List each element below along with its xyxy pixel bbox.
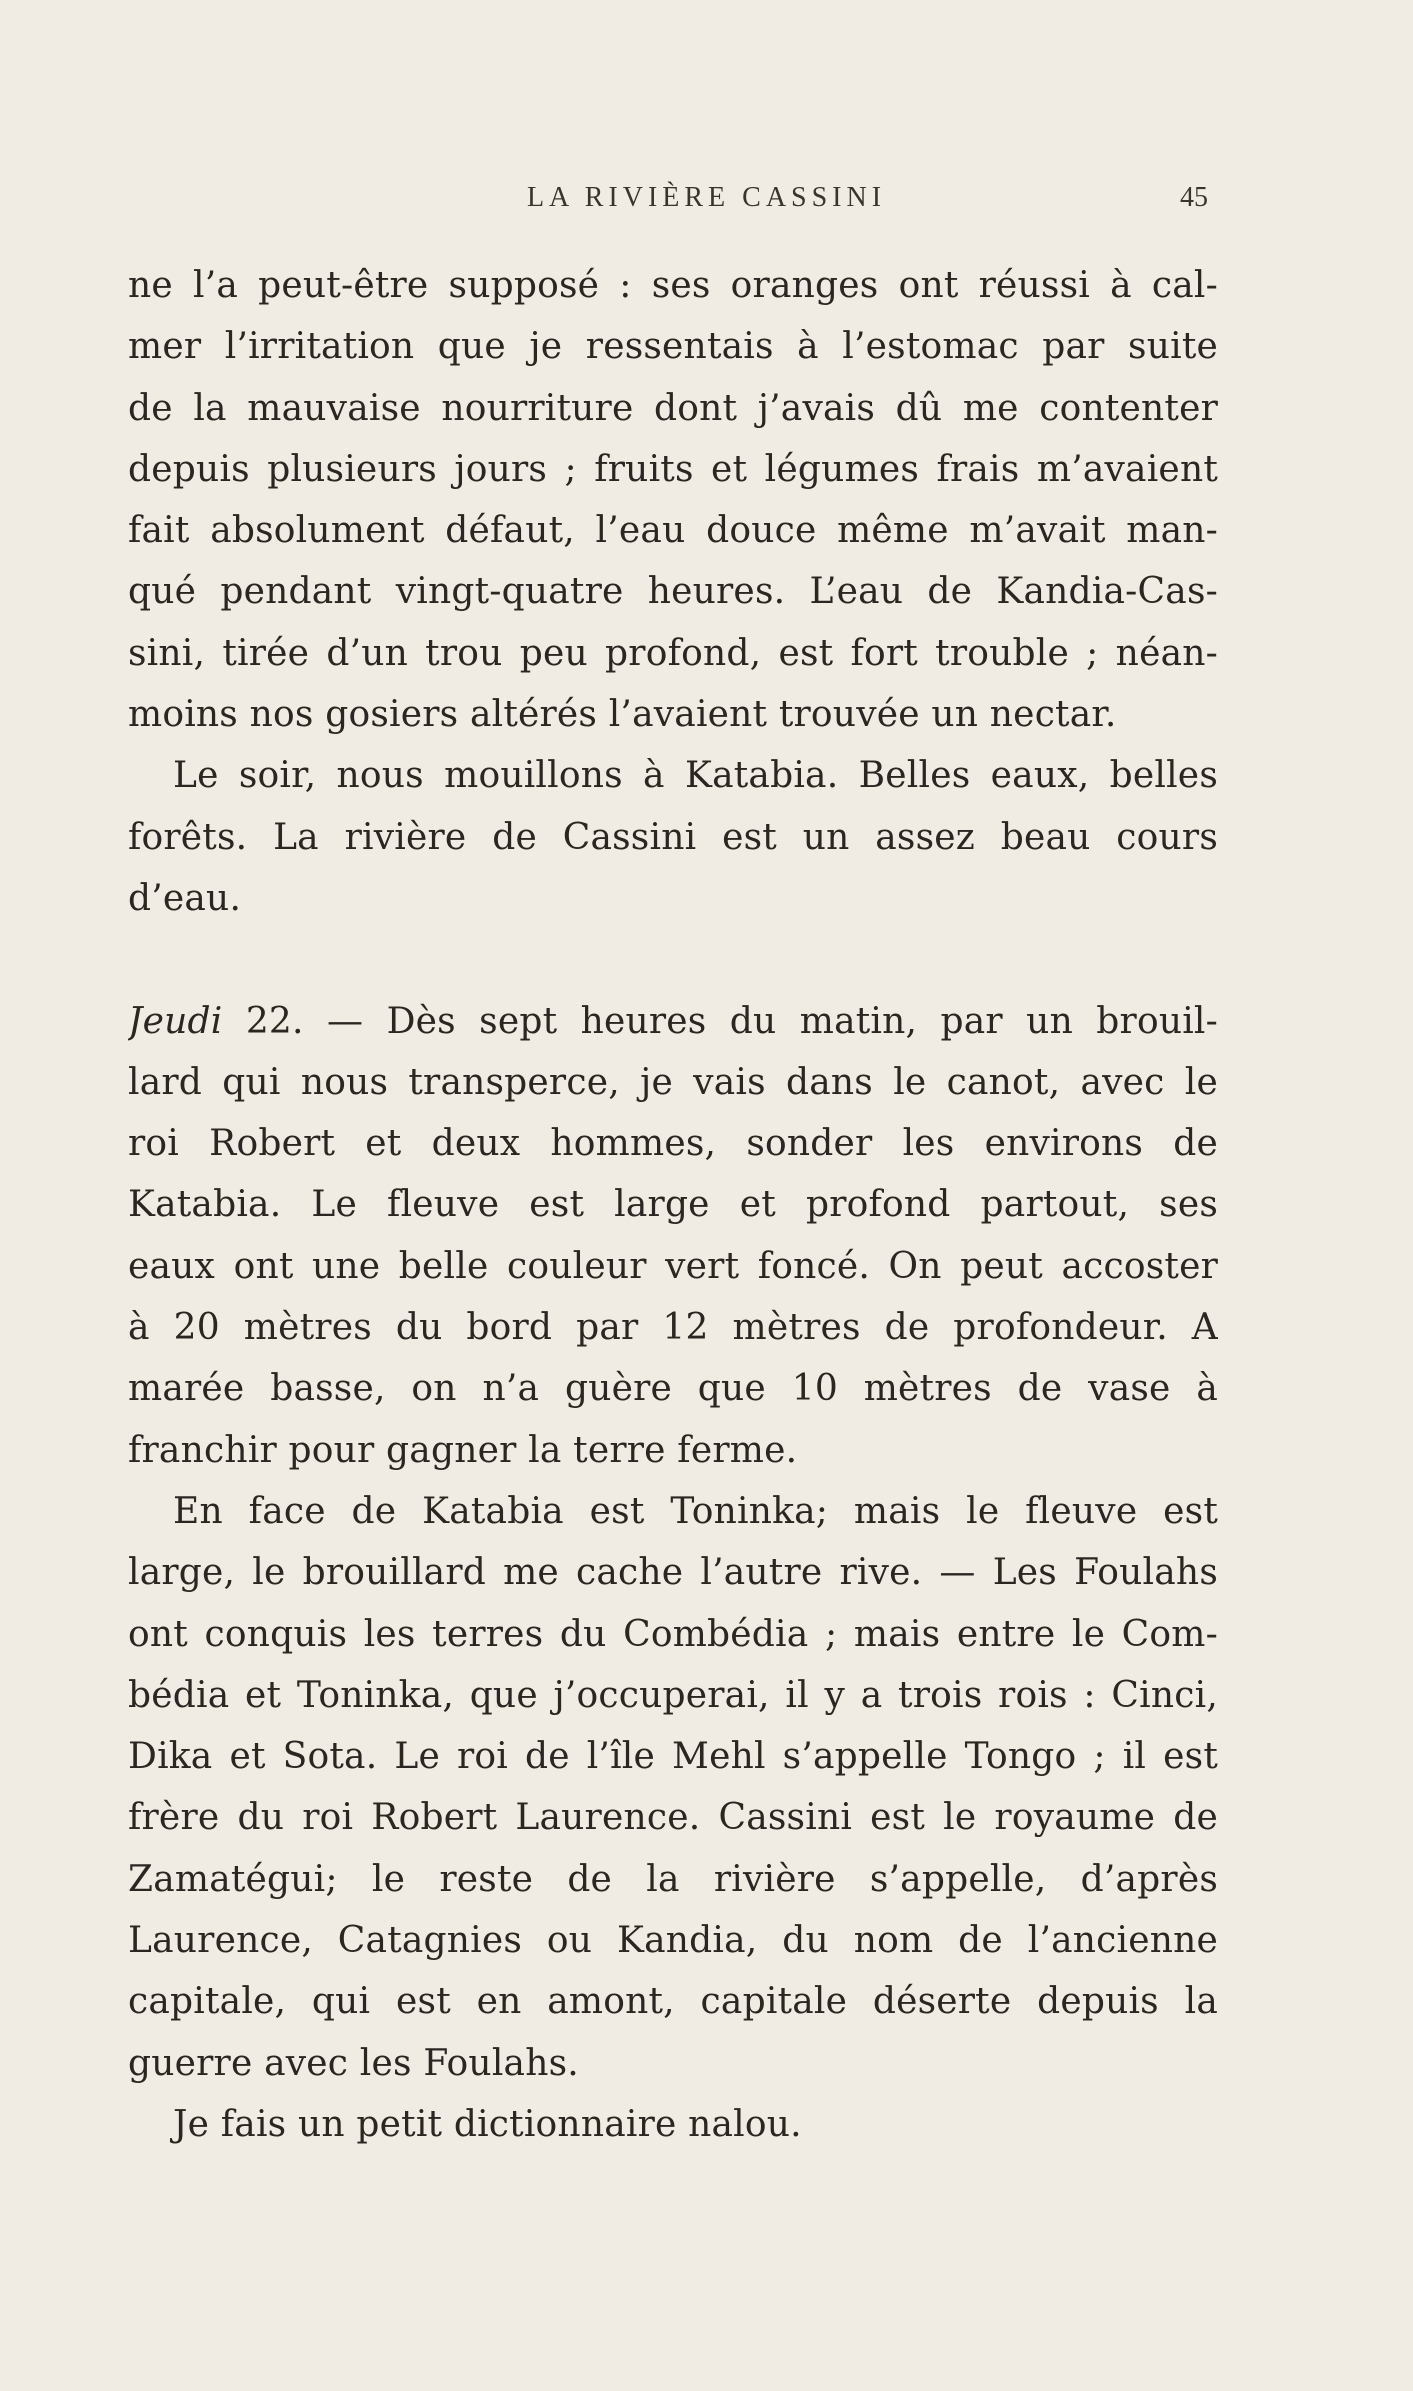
text-line: guerre avec les Foulahs.: [128, 2042, 579, 2084]
section-gap: [128, 929, 1218, 990]
running-head: [0, 182, 1413, 222]
page-number: 45: [1180, 182, 1208, 213]
text-line: Le soir, nous mouillons à Katabia. Belles eaux, belles: [173, 755, 1218, 797]
text-line: Dika et Sota. Le roi de l’île Mehl s’appelle Tongo ; il est: [128, 1736, 1218, 1778]
text-line: frère du roi Robert Laurence. Cassini est le royaume de: [128, 1797, 1218, 1839]
text-line: mer l’irritation que je ressentais à l’estomac par suite: [128, 326, 1218, 368]
text-line: Laurence, Catagnies ou Kandia, du nom de l’ancienne: [128, 1920, 1218, 1962]
text-line: franchir pour gagner la terre ferme.: [128, 1429, 798, 1471]
text-line: [128, 991, 1218, 1052]
text-line: Katabia. Le fleuve est large et profond partout, ses: [128, 1184, 1218, 1226]
body-text: [128, 255, 1218, 2155]
paragraph-1: [128, 255, 1218, 745]
text-line: ont conquis les terres du Combédia ; mais entre le Com-: [128, 1613, 1218, 1655]
text-line: marée basse, on n’a guère que 10 mètres de vase à: [128, 1368, 1218, 1410]
text-line: à 20 mètres du bord par 12 mètres de profondeur. A: [128, 1307, 1218, 1349]
text-line: d’eau.: [128, 877, 242, 919]
text-line: large, le brouillard me cache l’autre rive. — Les Foulahs: [128, 1552, 1218, 1594]
text-line: En face de Katabia est Toninka; mais le fleuve est: [173, 1490, 1218, 1532]
text-line: fait absolument défaut, l’eau douce même m’avait man-: [128, 510, 1218, 552]
paragraph-3: [128, 991, 1218, 1481]
text-line: de la mauvaise nourriture dont j’avais dû me contenter: [128, 387, 1218, 429]
text-line: qué pendant vingt-quatre heures. L’eau de Kandia-Cas-: [128, 571, 1218, 613]
text-line-rest: 22. — Dès sept heures du matin, par un brouil-: [222, 1000, 1218, 1042]
date-label: Jeudi: [128, 1000, 223, 1042]
text-line: bédia et Toninka, que j’occuperai, il y a trois rois : Cinci,: [128, 1674, 1218, 1716]
paragraph-5: [128, 2094, 1218, 2155]
text-line: ne l’a peut-être supposé : ses oranges ont réussi à cal-: [128, 265, 1218, 306]
paragraph-2: [128, 745, 1218, 929]
text-line: capitale, qui est en amont, capitale déserte depuis la: [128, 1981, 1218, 2023]
text-line: lard qui nous transperce, je vais dans le canot, avec le: [128, 1061, 1218, 1103]
text-line: roi Robert et deux hommes, sonder les environs de: [128, 1123, 1218, 1165]
text-line: moins nos gosiers altérés l’avaient trouvée un nectar.: [128, 694, 1117, 736]
running-title: LA RIVIÈRE CASSINI: [526, 182, 887, 213]
text-line: Je fais un petit dictionnaire nalou.: [173, 2103, 802, 2145]
text-line: Zamatégui; le reste de la rivière s’appelle, d’après: [128, 1858, 1218, 1900]
text-line: forêts. La rivière de Cassini est un assez beau cours: [128, 816, 1218, 858]
text-line: sini, tirée d’un trou peu profond, est fort trouble ; néan-: [128, 632, 1218, 674]
text-line: eaux ont une belle couleur vert foncé. On peut accoster: [128, 1245, 1218, 1287]
text-line: depuis plusieurs jours ; fruits et légumes frais m’avaient: [128, 448, 1218, 490]
paragraph-4: [128, 1481, 1218, 2094]
